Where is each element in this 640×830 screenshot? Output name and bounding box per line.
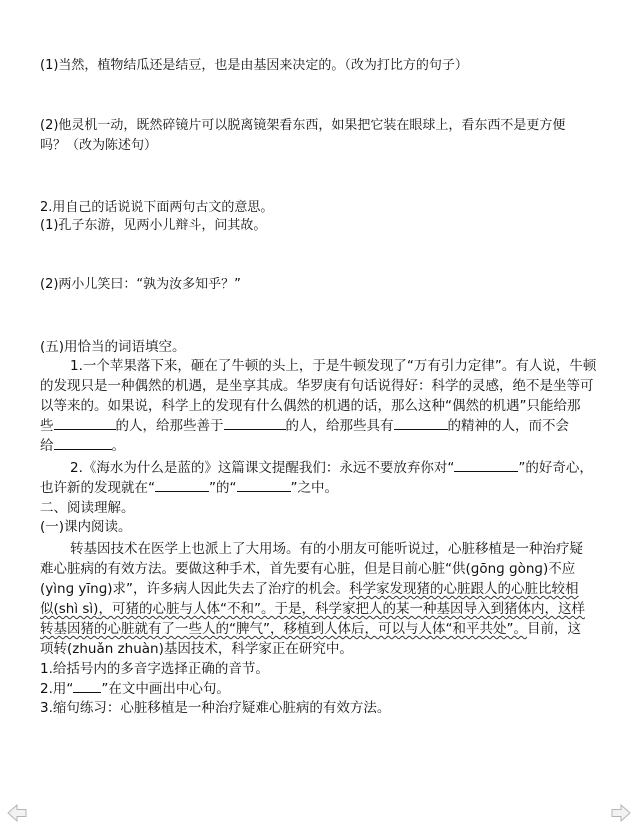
text-segment: 的精神的人，而不会 bbox=[447, 418, 569, 434]
text-segment: ”的“ bbox=[209, 480, 237, 496]
fill-paragraph-1-line-5 bbox=[40, 437, 125, 455]
arrow-left-icon bbox=[6, 804, 28, 822]
text-segment: 给 bbox=[40, 438, 54, 454]
next-page-button[interactable] bbox=[610, 804, 632, 822]
fill-blank[interactable] bbox=[454, 459, 518, 472]
previous-page-button[interactable] bbox=[6, 804, 28, 822]
fill-paragraph-2-line-2 bbox=[40, 479, 338, 497]
text-segment: 也许新的发现就在“ bbox=[40, 480, 155, 496]
section-reading-subtitle: (一)课内阅读。 bbox=[40, 519, 132, 535]
fill-paragraph-1-line-1: 1.一个苹果落下来，砸在了牛顿的头上，于是牛顿发现了“万有引力定律”。有人说，牛顿 bbox=[70, 358, 597, 374]
reading-passage-line-3 bbox=[40, 580, 579, 598]
fill-blank[interactable] bbox=[54, 437, 112, 450]
central-sentence-marked: 转基因猪的心脏就有了一些人的“脾气”，移植到人体后，可以与人体“和平共处”。 bbox=[40, 621, 527, 637]
question-1-rewrite-metaphor: (1)当然，植物结瓜还是结豆，也是由基因来决定的。（改为打比方的句子） bbox=[40, 58, 468, 73]
fill-blank[interactable] bbox=[237, 479, 291, 492]
fill-paragraph-2-line-1 bbox=[70, 459, 593, 477]
reading-task-2 bbox=[40, 680, 230, 698]
section-2-title: 2.用自己的话说说下面两句古文的意思。 bbox=[40, 200, 274, 215]
reading-task-3: 3.缩句练习：心脏移植是一种治疗疑难心脏病的有效方法。 bbox=[40, 700, 391, 716]
reading-passage-line-4 bbox=[40, 600, 585, 618]
fill-blank[interactable] bbox=[394, 417, 448, 430]
reading-passage-line-6: 项转(zhuǎn zhuàn)基因技术，科学家正在研究中。 bbox=[40, 641, 353, 657]
central-sentence-marked: 科学家发现猪的心脏跟人的心脏比较相 bbox=[349, 581, 579, 597]
reading-passage-line-1: 转基因技术在医学上也派上了大用场。有的小朋友可能听说过，心脏移植是一种治疗疑 bbox=[70, 541, 583, 557]
text-segment: 目前，这 bbox=[526, 621, 581, 637]
section-2-item-2: (2)两小儿笑曰：“孰为汝多知乎？” bbox=[40, 277, 241, 292]
text-segment: 的人，给那些具有 bbox=[285, 418, 394, 434]
fill-blank[interactable] bbox=[155, 479, 209, 492]
fill-paragraph-1-line-4 bbox=[40, 417, 569, 435]
text-segment: (yìnɡ yīnɡ)求”，许多病人因此失去了治疗的机会。 bbox=[40, 581, 350, 597]
central-sentence-marked: 似(shì sì) bbox=[40, 601, 99, 617]
section-5-title: (五)用恰当的词语填空。 bbox=[40, 339, 186, 355]
fill-paragraph-1-line-2: 的发现只是一种偶然的机遇，是坐享其成。华罗庚有句话说得好：科学的灵感，绝不是坐等可 bbox=[40, 378, 594, 394]
arrow-right-icon bbox=[610, 804, 632, 822]
reading-passage-line-5 bbox=[40, 620, 581, 638]
text-segment: 些 bbox=[40, 418, 54, 434]
section-reading-title: 二、阅读理解。 bbox=[40, 500, 135, 516]
text-segment: ”的好奇心， bbox=[518, 460, 593, 476]
central-sentence-marked: ，可猪的心脏与人体“不和”。于是，科学家把人的某一种基因导入到猪体内，这样 bbox=[98, 601, 585, 617]
fill-blank[interactable] bbox=[224, 417, 286, 430]
underline-sample bbox=[73, 680, 101, 693]
reading-passage-line-2: 难心脏病的有效方法。要做这种手术，首先要有心脏，但是目前心脏“供(ɡōnɡ ɡònɡ)不应 bbox=[40, 561, 576, 577]
text-segment: 2.用“ bbox=[40, 681, 74, 697]
text-segment: 2.《海水为什么是蓝的》这篇课文提醒我们：永远不要放弃你对“ bbox=[70, 460, 455, 476]
reading-task-1: 1.给括号内的多音字选择正确的音节。 bbox=[40, 661, 269, 677]
text-segment: ”之中。 bbox=[290, 480, 338, 496]
section-2-item-1: (1)孔子东游，见两小儿辩斗，问其故。 bbox=[40, 218, 267, 233]
text-segment: 的人，给那些善于 bbox=[115, 418, 224, 434]
fill-paragraph-1-line-3: 以等来的。如果说，科学上的发现有什么偶然的机遇的话，那么这种“偶然的机遇”只能给那 bbox=[40, 398, 581, 414]
question-2-line-1: (2)他灵机一动，既然碎镜片可以脱离镜架看东西，如果把它装在眼球上，看东西不是更方便 bbox=[40, 118, 566, 133]
text-segment: ”在文中画出中心句。 bbox=[101, 681, 230, 697]
question-2-line-2: 吗？（改为陈述句） bbox=[40, 138, 158, 153]
fill-blank[interactable] bbox=[54, 417, 116, 430]
text-segment: 。 bbox=[111, 438, 125, 454]
